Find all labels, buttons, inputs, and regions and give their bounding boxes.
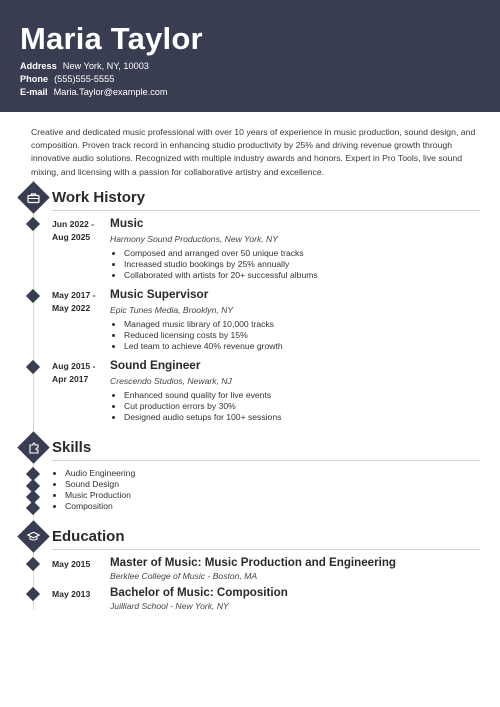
education-section-icon: [17, 520, 50, 553]
timeline-marker: [26, 217, 40, 231]
job-date: [52, 289, 95, 315]
puzzle-icon: [28, 442, 40, 454]
skills-list: [65, 468, 135, 512]
briefcase-icon: [27, 192, 40, 204]
job-bullet: • Designed audio setups for 100+ sessions: [124, 412, 281, 423]
work-history-section-icon: [17, 181, 50, 214]
email-row: [20, 86, 168, 98]
job-bullet: • Enhanced sound quality for live events: [124, 390, 281, 401]
job-date-end: Aug 2025: [52, 232, 91, 242]
job-date-start: May 2017 -: [52, 290, 96, 300]
work-history-divider: [52, 210, 480, 211]
skills-heading: Skills: [52, 439, 92, 456]
job-bullet: • Reduced licensing costs by 15%: [124, 330, 283, 341]
email-value[interactable]: Maria.Taylor@example.com: [53, 87, 168, 97]
skills-section-icon: [17, 431, 50, 464]
phone-value: (555)555-5555: [54, 74, 115, 84]
job-date-start: Jun 2022 -: [52, 219, 95, 229]
job-company: Epic Tunes Media, Brooklyn, NY: [110, 305, 234, 315]
email-label: E-mail: [20, 87, 48, 97]
skill-item: • Music Production: [65, 490, 135, 501]
job-bullets: [124, 248, 318, 281]
education-divider: [52, 549, 480, 550]
job-date: [52, 218, 94, 244]
timeline-marker: [26, 501, 40, 515]
address-label: Address: [20, 61, 57, 71]
work-history-heading: Work History: [52, 189, 146, 206]
phone-row: [20, 73, 114, 85]
candidate-name: Maria Taylor: [20, 21, 203, 56]
graduation-cap-icon: [27, 531, 40, 542]
job-bullets: [124, 390, 281, 423]
job-date-start: Aug 2015 -: [52, 361, 96, 371]
job-title: Sound Engineer: [110, 358, 201, 372]
job-bullet: • Managed music library of 10,000 tracks: [124, 319, 283, 330]
job-date-end: Apr 2017: [52, 374, 89, 384]
job-bullet: • Led team to achieve 40% revenue growth: [124, 341, 283, 352]
timeline-marker: [26, 360, 40, 374]
skills-divider: [52, 460, 480, 461]
job-title: Music Supervisor: [110, 287, 209, 301]
job-bullet: • Composed and arranged over 50 unique tracks: [124, 248, 318, 259]
job-bullet: • Collaborated with artists for 20+ successful albums: [124, 270, 318, 281]
degree-title: Bachelor of Music: Composition: [110, 586, 288, 599]
education-heading: Education: [52, 528, 125, 545]
education-date: May 2015: [52, 559, 91, 569]
address-value: New York, NY, 10003: [62, 61, 149, 71]
job-title: Music: [110, 216, 144, 230]
job-bullets: [124, 319, 283, 352]
skill-item: • Composition: [65, 501, 135, 512]
job-date-end: May 2022: [52, 303, 91, 313]
job-company: Crescendo Studios, Newark, NJ: [110, 376, 232, 386]
professional-summary: Creative and dedicated music professional with over 10 years of experience in music production, sound design, and composition. Proven track record in enhancing studio productivity by 25% and driving revenue growth through innovative audio solutions. Recognized with multiple industry awards and honors. Expert in Pro Tools, live sound mixing, and licensing with a passion for collaborative artistry and excellence.: [31, 127, 476, 177]
phone-label: Phone: [20, 74, 49, 84]
job-company: Harmony Sound Productions, New York, NY: [110, 234, 278, 244]
resume-header: [0, 0, 500, 112]
timeline-marker: [26, 587, 40, 601]
skill-item: • Sound Design: [65, 479, 135, 490]
job-bullet: • Increased studio bookings by 25% annually: [124, 259, 318, 270]
job-date: [52, 360, 95, 386]
timeline-marker: [26, 557, 40, 571]
job-bullet: • Cut production errors by 30%: [124, 401, 281, 412]
address-row: [20, 60, 149, 72]
school-name: Juilliard School - New York, NY: [110, 601, 229, 611]
school-name: Berklee College of Music - Boston, MA: [110, 571, 258, 581]
education-date: May 2013: [52, 589, 91, 599]
degree-title: Master of Music: Music Production and Engineering: [110, 556, 397, 569]
skill-item: • Audio Engineering: [65, 468, 135, 479]
timeline-marker: [26, 289, 40, 303]
